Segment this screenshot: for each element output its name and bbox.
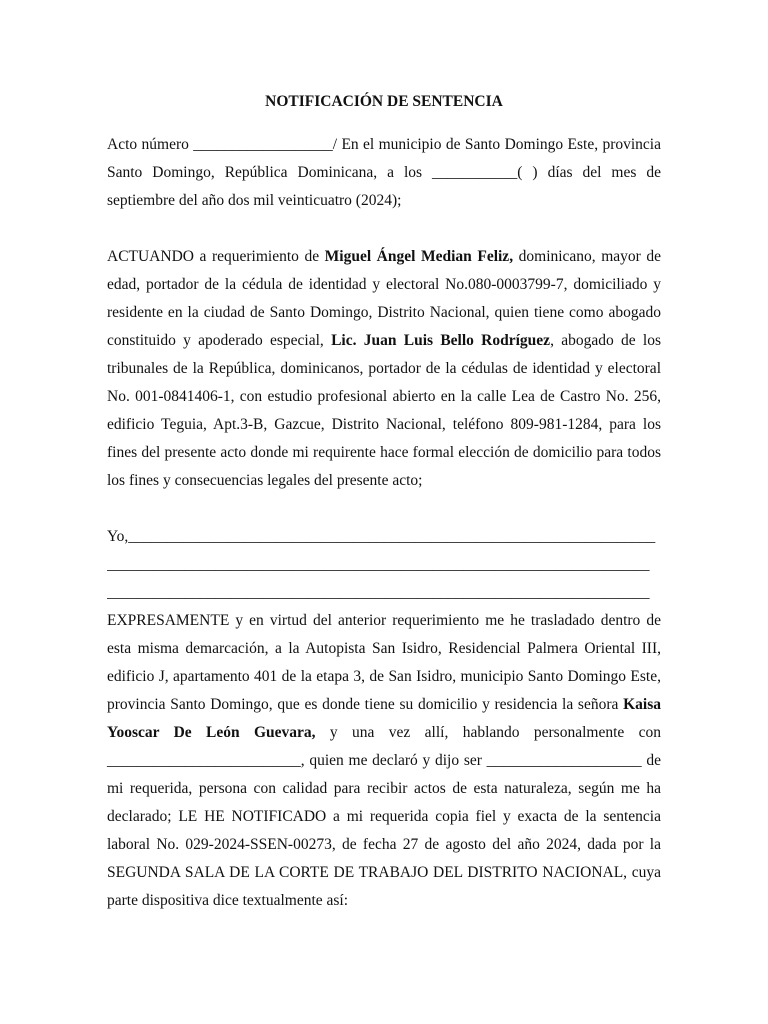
spacer <box>107 215 661 243</box>
recipient-name: Kaisa Yooscar De León Guevara, <box>107 696 661 741</box>
document-page <box>107 92 661 915</box>
requirement-text-end: , abogado de los tribunales de la República, dominicanos, portador de la cédulas de identidad y electoral No. 001-0841406-1, con estudio profesional abierto en la calle Lea de Castro No. 256, edificio Teguia, Apt.3-B, Gazcue, Distrito Nacional, teléfono 809-981-1284, para los fines del presente acto donde mi requirente hace formal elección de domicilio para todos los fines y consecuencias legales del presente acto; <box>107 332 661 489</box>
lawyer-name: Lic. Juan Luis Bello Rodríguez <box>331 332 551 349</box>
bailiff-blank-line: ______________________________________________________________________ <box>107 584 650 601</box>
act-header-paragraph: Acto número __________________/ En el municipio de Santo Domingo Este, provincia Santo Domingo, República Dominicana, a los ___________( ) días del mes de septiembre del año dos mil veinticuatro (2024); <box>107 136 661 209</box>
notification-text-end: y una vez allí, hablando personalmente con _________________________, quien me declaró y dijo ser ____________________ de mi requerida, persona con calidad para recibir actos de esta naturaleza, según me ha declarado; LE HE NOTIFICADO a mi requerida copia fiel y exacta de la sentencia laboral No. 029-2024-SSEN-00273, de fecha 27 de agosto del año 2024, dada por la SEGUNDA SALA DE LA CORTE DE TRABAJO DEL DISTRITO NACIONAL, cuya parte dispositiva dice textualmente así: <box>107 724 662 909</box>
spacer <box>107 495 661 523</box>
document-title: NOTIFICACIÓN DE SENTENCIA <box>265 93 503 110</box>
bailiff-name-line: Yo,____________________________________________________________________ <box>107 528 656 545</box>
requirement-text-middle: dominicano, mayor de edad, portador de la cédula de identidad y electoral No.080-0003799-7, domiciliado y residente en la ciudad de Santo Domingo, Distrito Nacional, quien tiene como abogado constituido y apoderado especial, <box>107 248 662 349</box>
requirement-paragraph <box>107 243 661 495</box>
bailiff-blank-line: ______________________________________________________________________ <box>107 556 650 573</box>
notification-paragraph <box>107 607 661 915</box>
requirement-text-start: ACTUANDO a requerimiento de <box>107 248 325 265</box>
notification-text-start: EXPRESAMENTE y en virtud del anterior requerimiento me he trasladado dentro de esta misma demarcación, a la Autopista San Isidro, Residencial Palmera Oriental III, edificio J, apartamento 401 de la etapa 3, de San Isidro, municipio Santo Domingo Este, provincia Santo Domingo, que es donde tiene su domicilio y residencia la señora <box>107 612 661 713</box>
requirer-name: Miguel Ángel Median Feliz, <box>324 248 514 265</box>
